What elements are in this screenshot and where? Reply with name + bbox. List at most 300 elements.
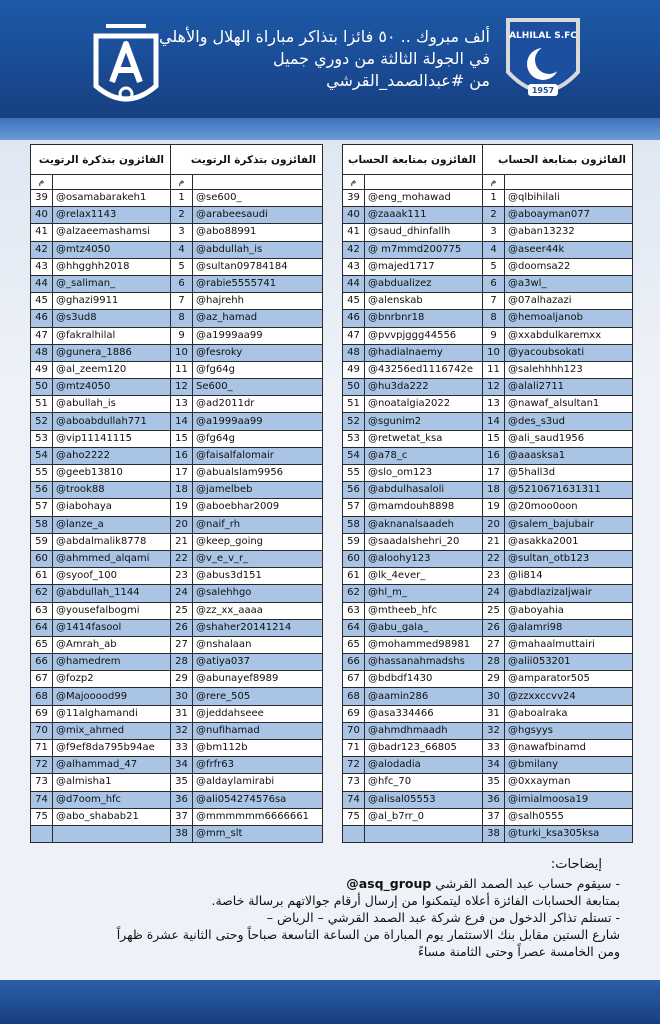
row-number: 10 [483, 344, 505, 361]
header-line-3: من #عبدالصمد_القرشي [326, 71, 490, 90]
row-number: 63 [31, 602, 53, 619]
handle: @11alghamandi [53, 705, 171, 722]
handle: @aboabdullah771 [53, 413, 171, 430]
table-row [31, 825, 323, 842]
table-row [343, 482, 633, 499]
handle: @zz_xx_aaaa [193, 602, 323, 619]
row-number: 69 [31, 705, 53, 722]
handle: @az_hamad [193, 310, 323, 327]
handle [365, 825, 483, 842]
handle: @shaher20141214 [193, 619, 323, 636]
handle: @zaaak111 [365, 207, 483, 224]
table-row [31, 740, 323, 757]
handle: @abdlazizaljwair [505, 585, 633, 602]
row-number: 48 [343, 344, 365, 361]
row-number: 11 [171, 361, 193, 378]
handle: @abunayef8989 [193, 671, 323, 688]
handle: @des_s3ud [505, 413, 633, 430]
row-number: 38 [483, 825, 505, 842]
table-row [343, 344, 633, 361]
handle: @abdualizez [365, 275, 483, 292]
table-row [343, 275, 633, 292]
index-label: م [343, 175, 365, 190]
row-number: 9 [171, 327, 193, 344]
handle: @asa334466 [365, 705, 483, 722]
handle: @hhgghh2018 [53, 258, 171, 275]
notes-section [60, 856, 620, 960]
row-number: 75 [31, 808, 53, 825]
table-row [343, 705, 633, 722]
row-number: 41 [31, 224, 53, 241]
row-number: 8 [171, 310, 193, 327]
row-number: 45 [343, 293, 365, 310]
handle: @asakka2001 [505, 533, 633, 550]
handle [53, 825, 171, 842]
handle: @abualslam9956 [193, 465, 323, 482]
table-row [31, 654, 323, 671]
table-row [31, 516, 323, 533]
handle: @iabohaya [53, 499, 171, 516]
handle: @alhammad_47 [53, 757, 171, 774]
row-number: 19 [483, 499, 505, 516]
handle: @badr123_66805 [365, 740, 483, 757]
row-number: 39 [343, 190, 365, 207]
row-number: 44 [31, 275, 53, 292]
table-row [343, 585, 633, 602]
row-number: 73 [343, 774, 365, 791]
handle: @Amrah_ab [53, 636, 171, 653]
table-row [343, 516, 633, 533]
handle: @yousefalbogmi [53, 602, 171, 619]
handle: @mtheeb_hfc [365, 602, 483, 619]
table-row [343, 190, 633, 207]
table-row [343, 533, 633, 550]
handle: @frfr63 [193, 757, 323, 774]
handle: @saadalshehri_20 [365, 533, 483, 550]
table-row [343, 293, 633, 310]
handle: @se600_ [193, 190, 323, 207]
table-row [31, 344, 323, 361]
handle: @salehhgo [193, 585, 323, 602]
row-number: 19 [171, 499, 193, 516]
row-number: 17 [171, 465, 193, 482]
table-row [31, 533, 323, 550]
handle: @nshalaan [193, 636, 323, 653]
table-row [31, 327, 323, 344]
handle: @bdbdf1430 [365, 671, 483, 688]
header-announcement [160, 26, 490, 92]
handle: @al_zeem120 [53, 361, 171, 378]
handle: @geeb13810 [53, 465, 171, 482]
row-number: 67 [31, 671, 53, 688]
row-number: 57 [343, 499, 365, 516]
handle: @slo_om123 [365, 465, 483, 482]
row-number: 72 [31, 757, 53, 774]
handle: @alii053201 [505, 654, 633, 671]
notes-title: إيضاحات: [550, 857, 602, 872]
row-number: 8 [483, 310, 505, 327]
row-number: 64 [31, 619, 53, 636]
note-2-line-2: شارع الستين مقابل بنك الاستثمار يوم المباراة من الساعة التاسعة صباحاً وحتى الثانية عشرة ظهراً [116, 927, 620, 942]
handle: @abdullah_is [193, 241, 323, 258]
handle: @amparator505 [505, 671, 633, 688]
handle: @atiya037 [193, 654, 323, 671]
table-row [343, 757, 633, 774]
handle: @sgunim2 [365, 413, 483, 430]
row-number: 56 [31, 482, 53, 499]
handle: @mmmmmm6666661 [193, 808, 323, 825]
table-row [31, 636, 323, 653]
row-number: 37 [483, 808, 505, 825]
handle: @a3wl_ [505, 275, 633, 292]
handle: @naif_rh [193, 516, 323, 533]
table-row [31, 379, 323, 396]
table-row [31, 671, 323, 688]
handle: @nufihamad [193, 722, 323, 739]
table-row [343, 740, 633, 757]
follow-header-b: الفائزون بمتابعة الحساب [483, 145, 633, 175]
handle: @xxabdulkaremxx [505, 327, 633, 344]
table-row [343, 550, 633, 567]
handle: @aho2222 [53, 447, 171, 464]
row-number: 62 [343, 585, 365, 602]
row-number: 13 [483, 396, 505, 413]
club-year: 1957 [531, 86, 555, 95]
handle: @noatalgia2022 [365, 396, 483, 413]
row-number: 72 [343, 757, 365, 774]
row-number: 12 [483, 379, 505, 396]
handle: @aseer44k [505, 241, 633, 258]
blank-cell [53, 175, 171, 190]
handle: @mix_ahmed [53, 722, 171, 739]
row-number: 65 [31, 636, 53, 653]
row-number: 22 [171, 550, 193, 567]
handle: @fg64g [193, 430, 323, 447]
row-number: 3 [483, 224, 505, 241]
table-row [31, 619, 323, 636]
row-number: 2 [483, 207, 505, 224]
row-number: 55 [343, 465, 365, 482]
handle: @aban13232 [505, 224, 633, 241]
row-number: 46 [31, 310, 53, 327]
row-number: 70 [31, 722, 53, 739]
handle: @abdulhasaloli [365, 482, 483, 499]
handle: @fesroky [193, 344, 323, 361]
row-number: 54 [31, 447, 53, 464]
index-label: م [171, 175, 193, 190]
handle: @bmilany [505, 757, 633, 774]
handle: @vip11141115 [53, 430, 171, 447]
table-row [343, 327, 633, 344]
handle: @relax1143 [53, 207, 171, 224]
handle: @jamelbeb [193, 482, 323, 499]
handle: @_saliman_ [53, 275, 171, 292]
handle: @faisalfalomair [193, 447, 323, 464]
row-number: 17 [483, 465, 505, 482]
handle: @saud_dhinfallh [365, 224, 483, 241]
row-number: 61 [31, 568, 53, 585]
row-number: 41 [343, 224, 365, 241]
handle: @abo88991 [193, 224, 323, 241]
row-number: 18 [483, 482, 505, 499]
table-row [343, 499, 633, 516]
table-row [343, 258, 633, 275]
row-number: 51 [343, 396, 365, 413]
row-number: 40 [343, 207, 365, 224]
row-number: 66 [343, 654, 365, 671]
note-2-text: تستلم تذاكر الدخول من فرع شركة عبد الصمد القرشي – الرياض – [266, 910, 612, 925]
handle: @doomsa22 [505, 258, 633, 275]
row-number: 75 [343, 808, 365, 825]
handle: @lanze_a [53, 516, 171, 533]
row-number: 57 [31, 499, 53, 516]
note-1-handle: @asq_group [346, 876, 432, 891]
handle: @hgsyys [505, 722, 633, 739]
handle: @zzxxccvv24 [505, 688, 633, 705]
header-band [0, 118, 660, 140]
row-number: 73 [31, 774, 53, 791]
row-number: 32 [171, 722, 193, 739]
row-number: 47 [31, 327, 53, 344]
row-number: 65 [343, 636, 365, 653]
table-row [343, 361, 633, 378]
handle: @aldaylamirabi [193, 774, 323, 791]
row-number: 66 [31, 654, 53, 671]
handle: @mtz4050 [53, 241, 171, 258]
row-number: 42 [31, 241, 53, 258]
row-number: 45 [31, 293, 53, 310]
handle: @Majooood99 [53, 688, 171, 705]
row-number: 3 [171, 224, 193, 241]
table-row [31, 550, 323, 567]
table-row [343, 671, 633, 688]
handle: @salh0555 [505, 808, 633, 825]
table-row [31, 499, 323, 516]
follow-winners-table [342, 144, 633, 843]
handle: @ad2011dr [193, 396, 323, 413]
alhilal-logo-icon [500, 12, 586, 110]
handle: @alodadia [365, 757, 483, 774]
row-number: 18 [171, 482, 193, 499]
row-number: 52 [31, 413, 53, 430]
row-number: 9 [483, 327, 505, 344]
handle: @5hall3d [505, 465, 633, 482]
handle: @rere_505 [193, 688, 323, 705]
handle: @s3ud8 [53, 310, 171, 327]
handle: @nawaf_alsultan1 [505, 396, 633, 413]
handle: @eng_mohawad [365, 190, 483, 207]
row-number: 32 [483, 722, 505, 739]
row-number: 12 [171, 379, 193, 396]
handle: @majed1717 [365, 258, 483, 275]
row-number: 74 [343, 791, 365, 808]
table-row [343, 310, 633, 327]
row-number: 21 [483, 533, 505, 550]
handle: @yacoubsokati [505, 344, 633, 361]
handle: @aboayman077 [505, 207, 633, 224]
handle: @hu3da222 [365, 379, 483, 396]
handle: @hemoaljanob [505, 310, 633, 327]
retweet-header-b: الفائزون بتذكرة الرتويت [171, 145, 323, 175]
row-number: 67 [343, 671, 365, 688]
row-number: 63 [343, 602, 365, 619]
table-row [343, 774, 633, 791]
handle: @a1999aa99 [193, 413, 323, 430]
handle: @salem_bajubair [505, 516, 633, 533]
table-row [31, 190, 323, 207]
table-row [31, 757, 323, 774]
table-row [31, 310, 323, 327]
handle: @hassanahmadshs [365, 654, 483, 671]
table-row [343, 207, 633, 224]
retweet-header-a: الفائزون بتذكرة الرتويت [31, 145, 171, 175]
row-number: 38 [171, 825, 193, 842]
table-row [343, 654, 633, 671]
row-number: 26 [483, 619, 505, 636]
note-1-line-2: بمتابعة الحسابات الفائزة أعلاه ليتمكنوا من إرسال أرقام جوالاتهم برسالة خاصة. [211, 893, 620, 908]
handle: @sultan09784184 [193, 258, 323, 275]
handle: @qlbihilali [505, 190, 633, 207]
header-line-1: ألف مبروك .. ٥٠ فائزا بتذاكر مباراة الهلال والأهلي [159, 27, 490, 46]
handle: @ahmmed_alqami [53, 550, 171, 567]
row-number: 35 [483, 774, 505, 791]
row-number: 55 [31, 465, 53, 482]
row-number: 16 [171, 447, 193, 464]
club-logo-text: ALHILAL S.FC [509, 31, 577, 41]
handle: @hamedrem [53, 654, 171, 671]
table-row [31, 293, 323, 310]
table-row [31, 808, 323, 825]
row-number: 23 [171, 568, 193, 585]
handle: @alisal05553 [365, 791, 483, 808]
table-row [31, 688, 323, 705]
row-number: 15 [171, 430, 193, 447]
handle: @bnrbnr18 [365, 310, 483, 327]
note-1-text: سيقوم حساب عبد الصمد القرشي [435, 876, 612, 891]
handle: @fozp2 [53, 671, 171, 688]
handle: @nawafbinamd [505, 740, 633, 757]
row-number: 2 [171, 207, 193, 224]
row-number: 5 [171, 258, 193, 275]
handle: @li814 [505, 568, 633, 585]
row-number: 61 [343, 568, 365, 585]
row-number: 39 [31, 190, 53, 207]
row-number: 49 [343, 361, 365, 378]
row-number: 31 [171, 705, 193, 722]
handle: @5210671631311 [505, 482, 633, 499]
handle: @f9ef8da795b94ae [53, 740, 171, 757]
table-row [31, 774, 323, 791]
row-number: 42 [343, 241, 365, 258]
table-row [31, 258, 323, 275]
handle: @ m7mmd200775 [365, 241, 483, 258]
handle: @a78_c [365, 447, 483, 464]
table-row [343, 791, 633, 808]
handle: @hajrehh [193, 293, 323, 310]
row-number: 58 [31, 516, 53, 533]
row-number: 56 [343, 482, 365, 499]
row-number: 6 [483, 275, 505, 292]
handle: @1414fasool [53, 619, 171, 636]
handle: @syoof_100 [53, 568, 171, 585]
handle: @aboebhar2009 [193, 499, 323, 516]
handle: @sultan_otb123 [505, 550, 633, 567]
handle: @hfc_70 [365, 774, 483, 791]
index-label-row [343, 175, 633, 190]
row-number: 28 [483, 654, 505, 671]
handle: @ahmdhmaadh [365, 722, 483, 739]
row-number: 46 [343, 310, 365, 327]
row-number: 20 [483, 516, 505, 533]
handle: @ali054274576sa [193, 791, 323, 808]
handle: @alamri98 [505, 619, 633, 636]
row-number: 30 [483, 688, 505, 705]
handle: @fg64g [193, 361, 323, 378]
handle: @v_e_v_r_ [193, 550, 323, 567]
row-number: 54 [343, 447, 365, 464]
row-number: 69 [343, 705, 365, 722]
handle: @salehhhh123 [505, 361, 633, 378]
row-number: 44 [343, 275, 365, 292]
row-number: 47 [343, 327, 365, 344]
row-number: 11 [483, 361, 505, 378]
row-number: 4 [171, 241, 193, 258]
row-number: 43 [31, 258, 53, 275]
table-row [31, 447, 323, 464]
row-number: 13 [171, 396, 193, 413]
table-row [31, 568, 323, 585]
row-number: 16 [483, 447, 505, 464]
handle: @43256ed1116742e [365, 361, 483, 378]
table-row [343, 825, 633, 842]
row-number: 50 [343, 379, 365, 396]
table-row [343, 619, 633, 636]
row-number: 14 [171, 413, 193, 430]
row-number: 40 [31, 207, 53, 224]
row-number: 49 [31, 361, 53, 378]
table-row [343, 808, 633, 825]
handle: @abdullah_1144 [53, 585, 171, 602]
row-number: 35 [171, 774, 193, 791]
row-number: 27 [483, 636, 505, 653]
table-row [31, 275, 323, 292]
handle: @ghazi9911 [53, 293, 171, 310]
row-number [31, 825, 53, 842]
table-row [343, 568, 633, 585]
row-number: 24 [171, 585, 193, 602]
row-number: 25 [483, 602, 505, 619]
handle: @fakralhilal [53, 327, 171, 344]
row-number: 74 [31, 791, 53, 808]
table-row [343, 224, 633, 241]
row-number: 36 [171, 791, 193, 808]
index-label: م [31, 175, 53, 190]
handle: @07alhazazi [505, 293, 633, 310]
table-row [343, 465, 633, 482]
row-number: 71 [343, 740, 365, 757]
header-banner [0, 0, 660, 118]
row-number: 58 [343, 516, 365, 533]
table-row [31, 722, 323, 739]
row-number: 4 [483, 241, 505, 258]
row-number: 26 [171, 619, 193, 636]
table-row [31, 430, 323, 447]
handle: @aboyahia [505, 602, 633, 619]
row-number: 30 [171, 688, 193, 705]
row-number: 29 [171, 671, 193, 688]
row-number: 43 [343, 258, 365, 275]
row-number: 6 [171, 275, 193, 292]
